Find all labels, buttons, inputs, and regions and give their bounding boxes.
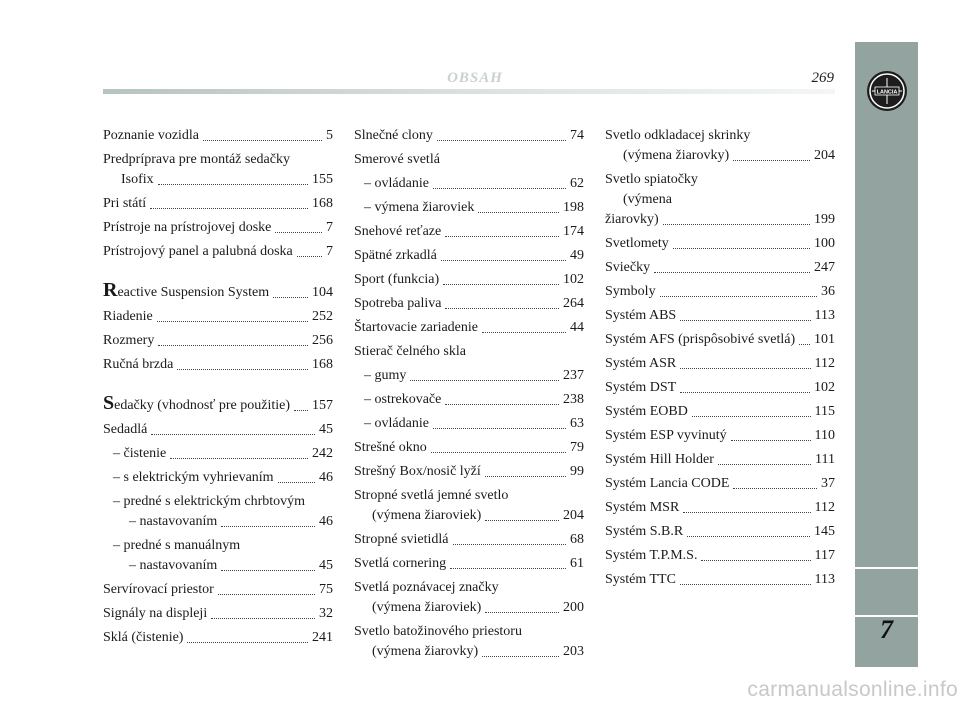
entry-label: Svetlo spiatočky <box>605 172 698 187</box>
dot-leader <box>683 511 810 513</box>
entry-page: 102 <box>814 380 835 395</box>
dot-leader <box>485 475 566 477</box>
entry-label: (výmena <box>623 192 672 207</box>
entry-label: (výmena žiaroviek) <box>372 508 482 523</box>
entry-page: 79 <box>570 440 584 455</box>
entry-page: 237 <box>563 368 584 383</box>
entry-page: 204 <box>814 148 835 163</box>
entry-page: 168 <box>312 357 333 372</box>
dot-leader <box>431 451 566 453</box>
entry-label: Systém ESP vyvinutý <box>605 428 727 443</box>
entry-label: Ručná brzda <box>103 357 174 372</box>
dot-leader <box>294 409 308 411</box>
index-entry <box>605 426 835 446</box>
dot-leader <box>433 187 566 189</box>
dot-leader <box>799 343 810 345</box>
index-entry <box>354 438 584 458</box>
entry-label: Predpríprava pre montáž sedačky <box>103 152 290 167</box>
index-entry <box>605 330 835 350</box>
dot-leader <box>478 211 559 213</box>
sidebar-divider <box>855 567 918 569</box>
index-entry <box>605 378 835 398</box>
entry-page: 45 <box>319 422 333 437</box>
index-entry <box>354 126 584 146</box>
entry-label: edačky (vhodnosť pre použitie) <box>114 398 290 413</box>
dot-leader <box>221 525 315 527</box>
index-entry <box>103 604 333 624</box>
entry-page: 112 <box>814 500 835 515</box>
header-rule <box>103 89 835 94</box>
entry-page: 37 <box>821 476 835 491</box>
entry-label: Svetlá cornering <box>354 556 447 571</box>
entry-label: – predné s manuálnym <box>113 536 333 556</box>
dot-leader <box>731 439 811 441</box>
index-entry <box>103 393 333 416</box>
entry-label: – čistenie <box>113 444 166 464</box>
entry-page: 46 <box>319 514 333 529</box>
index-entry <box>354 530 584 550</box>
entry-page: 75 <box>319 582 333 597</box>
index-heading <box>354 342 584 362</box>
entry-label: Sport (funkcia) <box>354 272 440 287</box>
entry-page: 45 <box>319 558 333 573</box>
index-entry <box>605 258 835 278</box>
dot-leader <box>680 367 810 369</box>
dot-leader <box>482 655 559 657</box>
entry-label: – výmena žiaroviek <box>364 198 474 218</box>
entry-page: 252 <box>312 309 333 324</box>
entry-page: 68 <box>570 532 584 547</box>
chapter-number: 7 <box>880 615 893 644</box>
entry-label: Poznanie vozidla <box>103 128 200 143</box>
dot-leader <box>485 611 559 613</box>
entry-label: Svetlomety <box>605 236 669 251</box>
entry-page: 32 <box>319 606 333 621</box>
entry-label: Strešné okno <box>354 440 427 455</box>
index-entry <box>103 218 333 238</box>
entry-label: Sedadlá <box>103 422 148 437</box>
entry-label: Symboly <box>605 284 656 299</box>
dot-leader <box>150 207 308 209</box>
entry-page: 256 <box>312 333 333 348</box>
index-entry <box>103 580 333 600</box>
entry-label: (výmena žiaroviek) <box>372 600 482 615</box>
dot-leader <box>445 403 559 405</box>
entry-label: Systém EOBD <box>605 404 688 419</box>
entry-page: 115 <box>814 404 835 419</box>
entry-label: – s elektrickým vyhrievaním <box>113 468 274 488</box>
dot-leader <box>203 139 322 141</box>
entry-page: 102 <box>563 272 584 287</box>
index-entry <box>103 628 333 648</box>
entry-label: – predné s elektrickým chrbtovým <box>113 492 333 512</box>
dot-leader <box>660 295 817 297</box>
entry-label: Štartovacie zariadenie <box>354 320 478 335</box>
entry-page: 5 <box>326 128 333 143</box>
entry-label: Sklá (čistenie) <box>103 630 184 645</box>
page-number: 269 <box>811 70 834 86</box>
index-subentry <box>354 366 584 386</box>
entry-label: Prístrojový panel a palubná doska <box>103 244 293 259</box>
entry-label: Riadenie <box>103 309 153 324</box>
entry-page: 112 <box>814 356 835 371</box>
dot-leader <box>218 593 315 595</box>
index-entry <box>605 522 835 542</box>
entry-label: Sviečky <box>605 260 651 275</box>
index-entry <box>605 306 835 326</box>
dot-leader <box>663 223 810 225</box>
dot-leader <box>157 320 308 322</box>
index-entry <box>354 318 584 338</box>
entry-page: 7 <box>326 220 333 235</box>
entry-label: (výmena žiarovky) <box>372 644 479 659</box>
entry-label: žiarovky) <box>605 212 659 227</box>
entry-label: Systém S.B.R <box>605 524 684 539</box>
index-entry <box>605 546 835 566</box>
index-entry <box>354 462 584 482</box>
entry-page: 242 <box>312 446 333 461</box>
entry-page: 168 <box>312 196 333 211</box>
index-entry <box>354 294 584 314</box>
index-subentry <box>354 174 584 194</box>
entry-label: – ovládanie <box>364 174 429 194</box>
dot-leader <box>680 319 810 321</box>
dot-leader <box>297 255 322 257</box>
entry-page: 113 <box>814 308 835 323</box>
entry-label: (výmena žiarovky) <box>623 148 730 163</box>
dot-leader <box>151 433 315 435</box>
index-subentry <box>103 468 333 488</box>
index-entry <box>605 474 835 494</box>
chapter-sidebar <box>855 42 918 667</box>
index-entry <box>354 270 584 290</box>
entry-label: Systém Lancia CODE <box>605 476 730 491</box>
index-heading <box>354 150 584 170</box>
entry-page: 204 <box>563 508 584 523</box>
dot-leader <box>485 519 559 521</box>
section-initial: S <box>103 392 115 414</box>
entry-label: Svetlo odkladacej skrinky <box>605 128 751 143</box>
entry-label: Systém DST <box>605 380 677 395</box>
dot-leader <box>453 543 567 545</box>
index-column-2 <box>354 126 584 666</box>
entry-label: – nastavovaním <box>129 556 217 576</box>
entry-label: Svetlá poznávacej značky <box>354 580 499 595</box>
entry-label: Stropné svetlá jemné svetlo <box>354 488 509 503</box>
entry-page: 61 <box>570 556 584 571</box>
dot-leader <box>450 567 566 569</box>
entry-page: 104 <box>312 285 333 300</box>
dot-leader <box>187 641 308 643</box>
entry-page: 62 <box>570 176 584 191</box>
index-entry <box>605 354 835 374</box>
entry-label: Smerové svetlá <box>354 152 440 167</box>
section-initial: R <box>103 279 118 301</box>
dot-leader <box>680 583 811 585</box>
dot-leader <box>278 481 315 483</box>
entry-label: Spätné zrkadlá <box>354 248 437 263</box>
index-column-1 <box>103 126 333 652</box>
entry-page: 101 <box>814 332 835 347</box>
index-subentry <box>354 390 584 410</box>
dot-leader <box>211 617 315 619</box>
index-entry <box>354 486 584 526</box>
entry-label: Pri státí <box>103 196 147 211</box>
entry-page: 157 <box>312 398 333 413</box>
entry-label: Systém TTC <box>605 572 676 587</box>
dot-leader <box>718 463 811 465</box>
entry-label: Systém Hill Holder <box>605 452 714 467</box>
dot-leader <box>433 427 566 429</box>
dot-leader <box>158 344 308 346</box>
index-entry <box>103 242 333 262</box>
index-entry <box>103 126 333 146</box>
index-entry <box>605 402 835 422</box>
entry-label: Isofix <box>121 172 154 187</box>
section-title: OBSAH <box>447 70 503 86</box>
index-entry <box>103 331 333 351</box>
index-entry <box>103 150 333 190</box>
entry-page: 113 <box>814 572 835 587</box>
entry-label: Systém T.P.M.S. <box>605 548 698 563</box>
dot-leader <box>273 296 308 298</box>
index-entry <box>103 355 333 375</box>
dot-leader <box>443 283 559 285</box>
index-entry <box>605 450 835 470</box>
entry-page: 117 <box>814 548 835 563</box>
dot-leader <box>733 159 810 161</box>
index-entry <box>605 498 835 518</box>
index-entry <box>354 222 584 242</box>
entry-label: Spotreba paliva <box>354 296 442 311</box>
entry-page: 200 <box>563 600 584 615</box>
index-entry <box>103 307 333 327</box>
index-entry <box>605 170 835 230</box>
dot-leader <box>437 139 566 141</box>
entry-page: 111 <box>815 452 835 467</box>
index-entry <box>354 246 584 266</box>
entry-label: Systém ABS <box>605 308 677 323</box>
entry-page: 155 <box>312 172 333 187</box>
entry-label: Svetlo batožinového priestoru <box>354 624 522 639</box>
entry-label: – ostrekovače <box>364 390 441 410</box>
index-column-3 <box>605 126 835 594</box>
dot-leader <box>445 307 559 309</box>
entry-label: Servírovací priestor <box>103 582 214 597</box>
index-entry <box>354 622 584 662</box>
entry-label: – nastavovaním <box>129 512 217 532</box>
entry-page: 174 <box>563 224 584 239</box>
index-entry <box>605 234 835 254</box>
entry-page: 49 <box>570 248 584 263</box>
entry-label: Strešný Box/nosič lyží <box>354 464 481 479</box>
index-subentry <box>354 198 584 218</box>
entry-page: 44 <box>570 320 584 335</box>
entry-label: Systém ASR <box>605 356 677 371</box>
entry-label: Signály na displeji <box>103 606 208 621</box>
index-subentry <box>103 536 333 576</box>
dot-leader <box>673 247 810 249</box>
watermark-text: carmanualsonline.info <box>747 678 958 701</box>
entry-page: 238 <box>563 392 584 407</box>
index-entry <box>103 194 333 214</box>
entry-label: Stropné svietidlá <box>354 532 449 547</box>
index-subentry <box>103 444 333 464</box>
entry-label: Stierač čelného skla <box>354 344 466 359</box>
dot-leader <box>275 231 322 233</box>
entry-label: – ovládanie <box>364 414 429 434</box>
dot-leader <box>177 368 308 370</box>
entry-page: 203 <box>563 644 584 659</box>
dot-leader <box>221 569 315 571</box>
lancia-logo-icon <box>866 70 908 112</box>
entry-label: eactive Suspension System <box>117 285 270 300</box>
index-entry <box>103 420 333 440</box>
index-subentry <box>354 414 584 434</box>
dot-leader <box>680 391 810 393</box>
entry-page: 264 <box>563 296 584 311</box>
dot-leader <box>687 535 810 537</box>
entry-page: 74 <box>570 128 584 143</box>
dot-leader <box>654 271 810 273</box>
dot-leader <box>410 379 559 381</box>
index-subentry <box>103 492 333 532</box>
entry-page: 63 <box>570 416 584 431</box>
entry-label: Rozmery <box>103 333 155 348</box>
dot-leader <box>170 457 308 459</box>
entry-page: 199 <box>814 212 835 227</box>
index-entry <box>605 282 835 302</box>
entry-label: Systém AFS (prispôsobivé svetlá) <box>605 332 796 347</box>
entry-page: 198 <box>563 200 584 215</box>
entry-page: 110 <box>814 428 835 443</box>
entry-label: – gumy <box>364 366 406 386</box>
entry-page: 145 <box>814 524 835 539</box>
entry-page: 36 <box>821 284 835 299</box>
dot-leader <box>733 487 817 489</box>
entry-label: Snehové reťaze <box>354 224 442 239</box>
dot-leader <box>692 415 811 417</box>
entry-page: 247 <box>814 260 835 275</box>
dot-leader <box>445 235 559 237</box>
entry-label: Slnečné clony <box>354 128 433 143</box>
entry-page: 7 <box>326 244 333 259</box>
svg-text:LANCIA: LANCIA <box>876 89 898 96</box>
entry-page: 100 <box>814 236 835 251</box>
entry-page: 241 <box>312 630 333 645</box>
entry-label: Systém MSR <box>605 500 680 515</box>
entry-label: Prístroje na prístrojovej doske <box>103 220 272 235</box>
index-entry <box>103 280 333 303</box>
index-entry <box>354 554 584 574</box>
dot-leader <box>441 259 566 261</box>
index-entry <box>605 126 835 166</box>
dot-leader <box>482 331 566 333</box>
entry-page: 46 <box>319 470 333 485</box>
dot-leader <box>701 559 810 561</box>
index-entry <box>354 578 584 618</box>
index-entry <box>605 570 835 590</box>
dot-leader <box>158 183 308 185</box>
entry-page: 99 <box>570 464 584 479</box>
